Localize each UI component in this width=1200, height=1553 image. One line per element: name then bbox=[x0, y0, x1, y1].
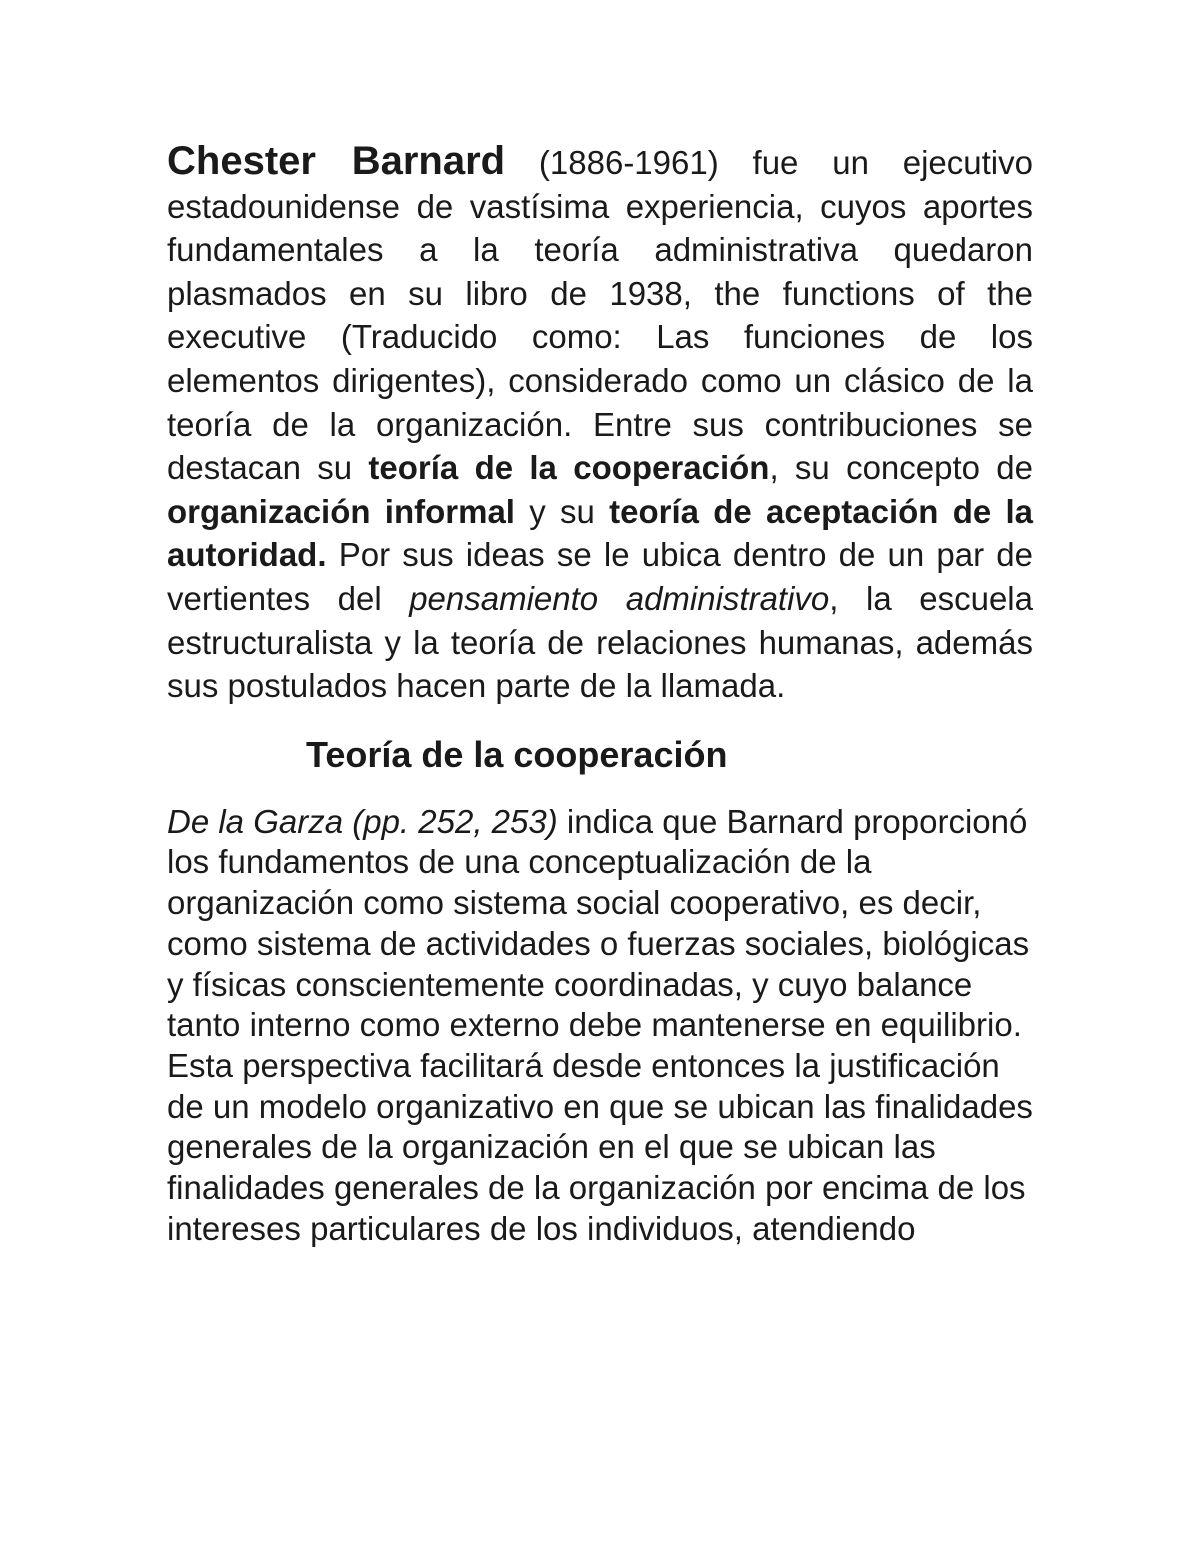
term-authority-acceptance: teoría de aceptación de la autoridad. bbox=[167, 492, 1034, 574]
body-text-1: indica que Barnard proporcionó los fundamentos de una conceptualización de la organización como bbox=[167, 802, 1028, 922]
body-text-2: , es decir, como sistema de actividades o fuerzas sociales, biológicas y físicas conscientemente coordinadas, y cuyo balance tanto interno como externo debe mantenerse en equilibrio. Esta perspectiva facilitará desde entonces la justificación de un modelo organizativo en que se ubican las finalidades generales de la organización en el que se ubican las finalidades generales de la organización por encima de los intereses particulares de los individuos, atendiendo bbox=[167, 884, 1033, 1247]
intro-text-2: , su concepto de bbox=[769, 449, 1034, 487]
section-title: Teoría de la cooperación bbox=[306, 733, 728, 775]
citation: De la Garza (pp. 252, 253) bbox=[167, 802, 558, 840]
link-human-relations-theory[interactable]: teoría de relaciones humanas bbox=[450, 623, 895, 661]
term-cooperation-theory: teoría de la cooperación bbox=[368, 449, 770, 487]
intro-paragraph bbox=[167, 140, 1033, 708]
body-paragraph bbox=[167, 802, 1037, 1250]
term-informal-organization: organización informal bbox=[167, 492, 515, 530]
link-cooperative-social-system[interactable]: sistema social cooperativo bbox=[453, 884, 841, 922]
intro-text-3: y su bbox=[514, 492, 610, 530]
term-administrative-thought: pensamiento administrativo bbox=[409, 579, 830, 617]
document-page bbox=[167, 140, 1033, 1249]
intro-text-4: Por sus ideas se le ubica dentro de un par de vertientes del bbox=[167, 536, 1033, 617]
intro-text-6: , además sus postulados hacen parte de la llamada. bbox=[167, 623, 1033, 705]
author-name: Chester Barnard bbox=[167, 139, 506, 183]
intro-text-1: (1886-1961) fue un ejecutivo estadounidense de vastísima experiencia, cuyos aportes fundamentales a la teoría administrativa quedaron plasmados en su libro de 1938, the functions of the executive (Traducido como: Las funciones de los elementos dirigentes), considerado como un clásico de la teoría de la organización. Entre sus contribuciones se destacan su bbox=[167, 144, 1033, 487]
intro-text-5: , la escuela estructuralista y la bbox=[167, 579, 1033, 661]
